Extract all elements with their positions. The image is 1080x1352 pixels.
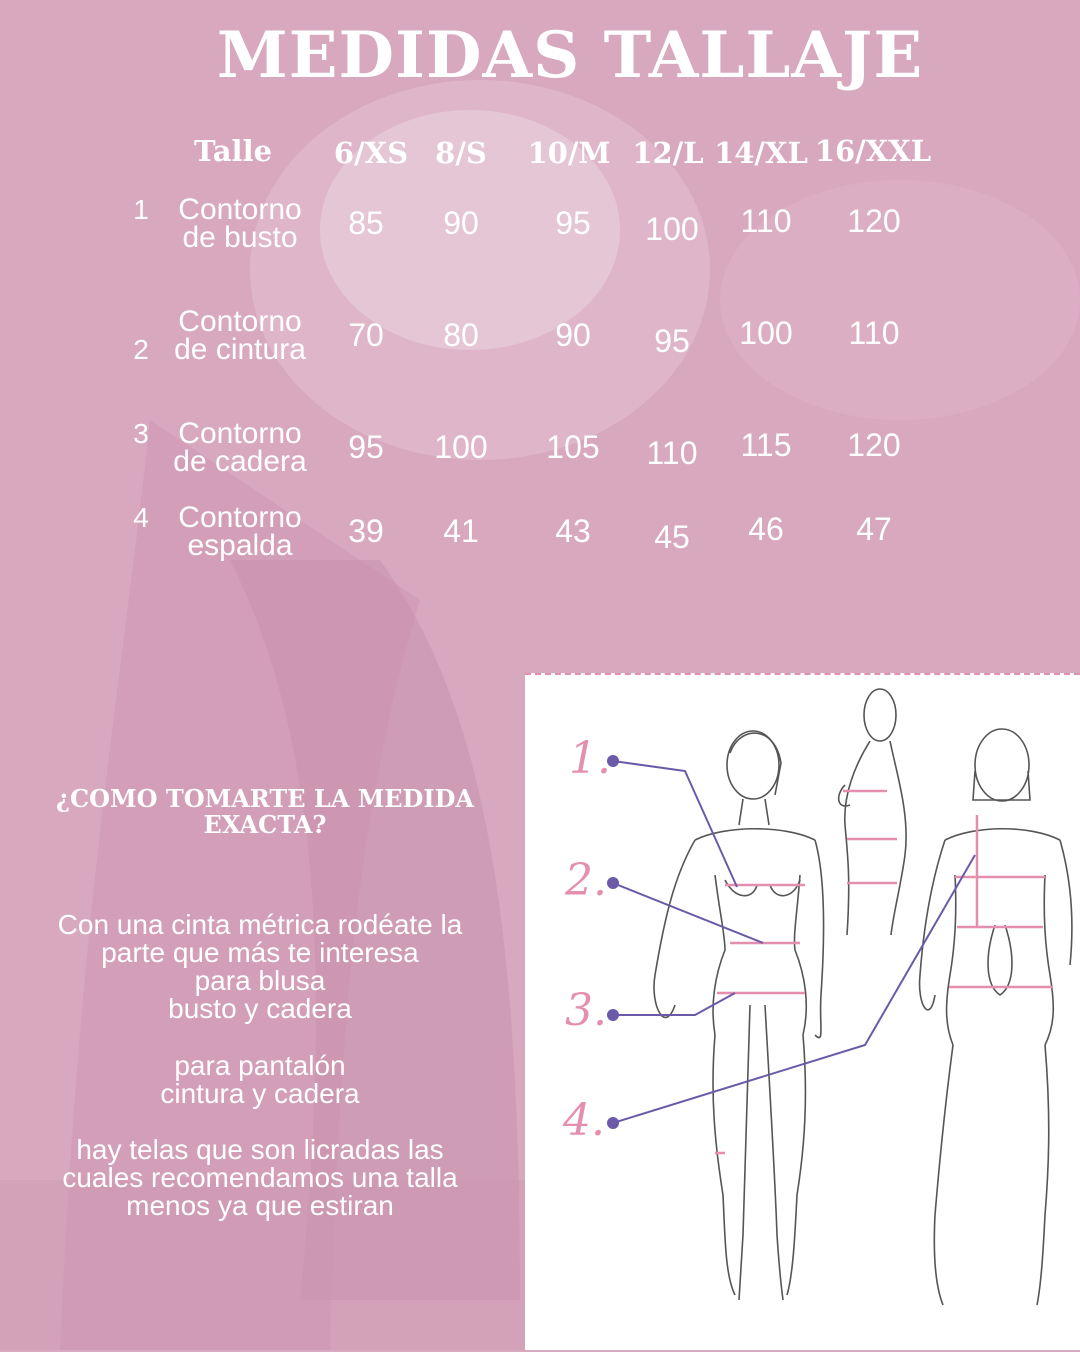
table-cell: 120 xyxy=(847,427,901,463)
howto-paragraph xyxy=(10,1052,510,1108)
paragraph-line: parte que más te interesa xyxy=(101,937,419,968)
table-cell: 120 xyxy=(847,203,901,239)
howto-paragraph xyxy=(10,911,510,1023)
howto-heading-line: EXACTA? xyxy=(203,810,327,839)
table-cell: 110 xyxy=(740,203,792,239)
row-label xyxy=(155,417,325,478)
diagram-label: 2. xyxy=(565,855,607,906)
table-cell: 115 xyxy=(740,427,792,463)
table-cell: 95 xyxy=(654,323,690,359)
table-cell: 45 xyxy=(654,519,690,555)
table-cell: 105 xyxy=(546,429,600,465)
table-cell: 80 xyxy=(443,317,479,353)
howto-heading xyxy=(20,786,510,838)
paragraph-line: menos ya que estiran xyxy=(126,1190,394,1221)
row-label-line: Contorno xyxy=(178,417,302,450)
table-cell: 43 xyxy=(555,513,591,549)
row-number: 1 xyxy=(133,194,149,225)
row-number: 3 xyxy=(133,418,149,449)
diagram-label: 1. xyxy=(569,733,611,784)
diagram-label: 3. xyxy=(565,985,607,1036)
row-label xyxy=(155,305,325,366)
paragraph-line: hay telas que son licradas las xyxy=(76,1134,444,1165)
paragraph-line: cintura y cadera xyxy=(160,1078,360,1109)
howto-paragraph xyxy=(10,1136,510,1220)
paragraph-line: para blusa xyxy=(194,965,326,996)
table-cell: 100 xyxy=(739,315,793,351)
table-cell: 110 xyxy=(848,315,900,351)
table-cell: 46 xyxy=(748,511,784,547)
row-label-line: de cadera xyxy=(173,445,307,478)
row-label xyxy=(155,501,325,562)
table-cell: 90 xyxy=(555,317,591,353)
size-header: 8/S xyxy=(435,136,487,170)
size-header: 10/M xyxy=(527,136,611,170)
paragraph-line: para pantalón xyxy=(174,1050,346,1081)
size-header: 6/XS xyxy=(333,136,409,170)
page-title: MEDIDAS TALLAJE xyxy=(216,18,924,93)
row-label-line: espalda xyxy=(187,529,293,562)
table-cell: 85 xyxy=(348,205,384,241)
measurement-diagram xyxy=(525,673,1080,1350)
row-label-line: Contorno xyxy=(178,193,302,226)
howto-heading-line: ¿COMO TOMARTE LA MEDIDA xyxy=(55,784,475,813)
table-cell: 90 xyxy=(443,205,479,241)
row-label-line: Contorno xyxy=(178,501,302,534)
size-header: 12/L xyxy=(632,136,704,170)
row-label xyxy=(155,193,325,254)
table-cell: 110 xyxy=(646,435,698,471)
table-cell: 95 xyxy=(555,205,591,241)
row-number: 2 xyxy=(133,334,149,365)
row-number: 4 xyxy=(133,502,149,533)
paragraph-line: Con una cinta métrica rodéate la xyxy=(57,909,463,940)
table-cell: 70 xyxy=(348,317,384,353)
table-cell: 100 xyxy=(434,429,488,465)
size-header: 16/XXL xyxy=(814,134,932,168)
size-header: 14/XL xyxy=(714,136,808,170)
table-cell: 47 xyxy=(856,511,892,547)
diagram-label: 4. xyxy=(563,1095,605,1146)
table-cell: 41 xyxy=(443,513,479,549)
table-cell: 100 xyxy=(645,211,699,247)
paragraph-line: busto y cadera xyxy=(168,993,352,1024)
table-cell: 95 xyxy=(348,429,384,465)
row-label-line: de busto xyxy=(182,221,298,254)
table-cell: 39 xyxy=(348,513,384,549)
paragraph-line: cuales recomendamos una talla xyxy=(62,1162,458,1193)
table-corner-header: Talle xyxy=(193,134,273,168)
row-label-line: Contorno xyxy=(178,305,302,338)
row-label-line: de cintura xyxy=(174,333,306,366)
